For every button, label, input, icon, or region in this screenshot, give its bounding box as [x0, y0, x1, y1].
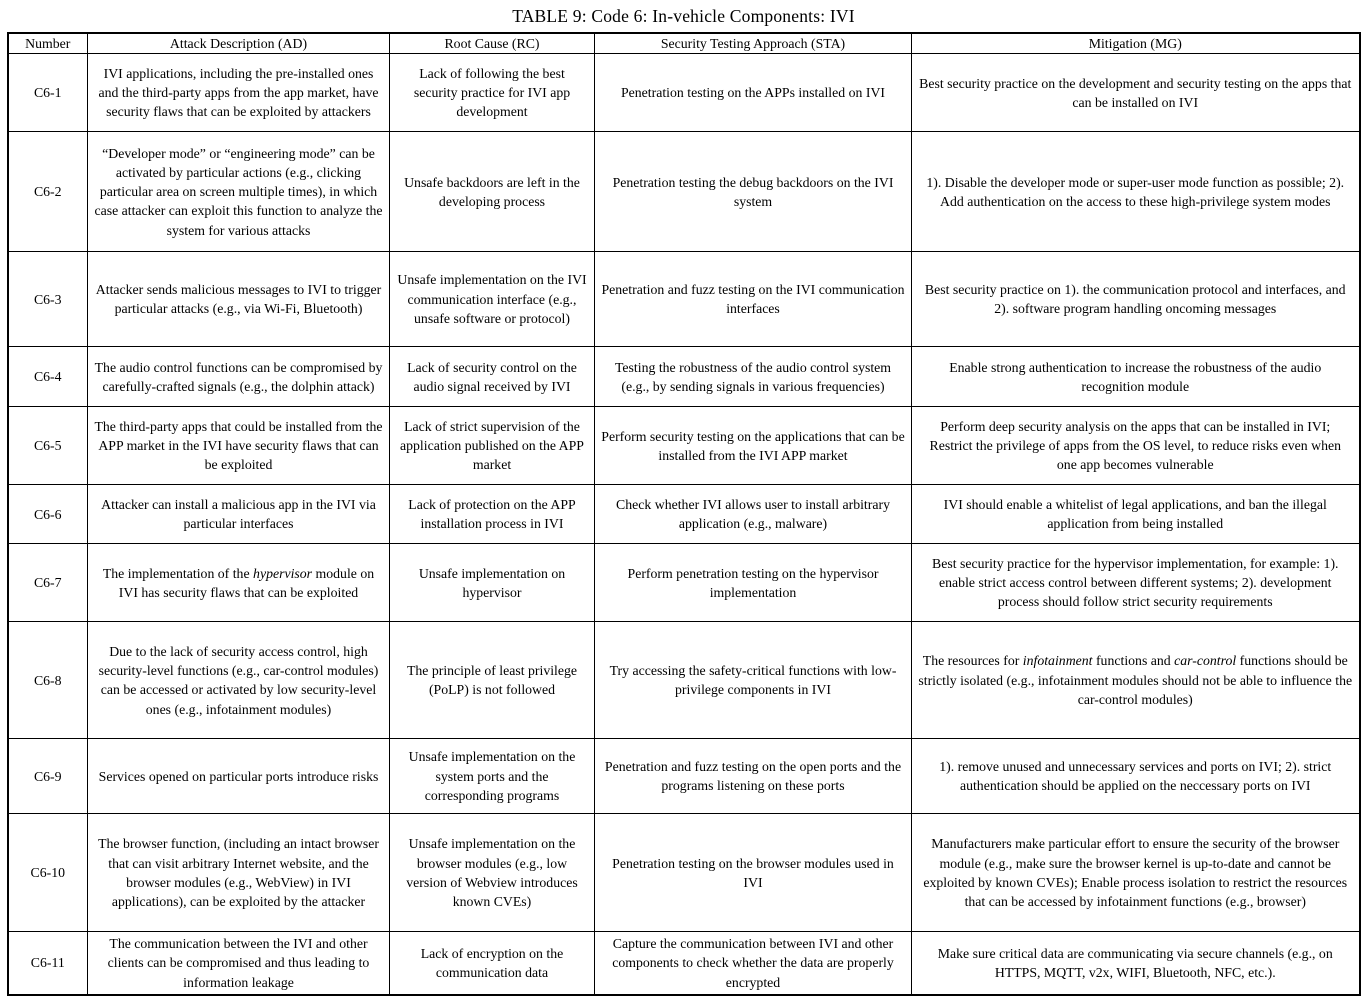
cell-mitigation: Best security practice on 1). the communication protocol and interfaces, and 2). software program handling oncoming messages	[912, 252, 1360, 347]
cell-security-testing-approach: Penetration testing on the browser modules used in IVI	[595, 814, 912, 932]
cell-root-cause: Lack of strict supervision of the application published on the APP market	[390, 407, 595, 485]
cell-root-cause: Lack of protection on the APP installation process in IVI	[390, 485, 595, 544]
cell-mitigation: IVI should enable a whitelist of legal applications, and ban the illegal application from being installed	[912, 485, 1360, 544]
cell-mitigation: Best security practice for the hypervisor implementation, for example: 1). enable strict access control between different systems; 2). development process should follow strict security requirements	[912, 544, 1360, 622]
cell-attack-description: The browser function, (including an intact browser that can visit arbitrary Internet website, and the browser modules (e.g., WebView) in IVI applications), can be exploited by the attacker	[88, 814, 390, 932]
cell-attack-description: IVI applications, including the pre-installed ones and the third-party apps from the app market, have security flaws that can be exploited by attackers	[88, 54, 390, 132]
cell-attack-description: The implementation of the hypervisor module on IVI has security flaws that can be exploited	[88, 544, 390, 622]
cell-attack-description: The third-party apps that could be installed from the APP market in the IVI have security flaws that can be exploited	[88, 407, 390, 485]
cell-security-testing-approach: Perform penetration testing on the hypervisor implementation	[595, 544, 912, 622]
cell-security-testing-approach: Capture the communication between IVI and other components to check whether the data are properly encrypted	[595, 932, 912, 995]
column-header-mitigation: Mitigation (MG)	[912, 33, 1360, 54]
cell-security-testing-approach: Penetration and fuzz testing on the open ports and the programs listening on these ports	[595, 739, 912, 814]
cell-mitigation: Enable strong authentication to increase the robustness of the audio recognition module	[912, 347, 1360, 407]
cell-mitigation: The resources for infotainment functions and car-control functions should be strictly isolated (e.g., infotainment modules should not be able to influence the car-control modules)	[912, 622, 1360, 739]
table-row	[8, 347, 1360, 407]
cell-number: C6-3	[8, 252, 88, 347]
column-header-security-testing-approach: Security Testing Approach (STA)	[595, 33, 912, 54]
cell-number: C6-4	[8, 347, 88, 407]
column-header-number: Number	[8, 33, 88, 54]
cell-mitigation: Perform deep security analysis on the apps that can be installed in IVI; Restrict the privilege of apps from the OS level, to reduce risks even when one app becomes vulnerable	[912, 407, 1360, 485]
cell-attack-description: Attacker can install a malicious app in the IVI via particular interfaces	[88, 485, 390, 544]
cell-mitigation: Make sure critical data are communicating via secure channels (e.g., on HTTPS, MQTT, v2x, WIFI, Bluetooth, NFC, etc.).	[912, 932, 1360, 995]
cell-root-cause: Unsafe implementation on the system ports and the corresponding programs	[390, 739, 595, 814]
cell-mitigation: 1). remove unused and unnecessary services and ports on IVI; 2). strict authentication should be applied on the neccessary ports on IVI	[912, 739, 1360, 814]
cell-attack-description: “Developer mode” or “engineering mode” can be activated by particular actions (e.g., clicking particular area on screen multiple times), in which case attacker can exploit this function to analyze the system for various attacks	[88, 132, 390, 252]
cell-number: C6-11	[8, 932, 88, 995]
table-row	[8, 407, 1360, 485]
cell-mitigation: Manufacturers make particular effort to ensure the security of the browser module (e.g., make sure the browser kernel is up-to-date and cannot be exploited by known CVEs); Enable process isolation to restrict the resources that can be accessed by infotainment functions (e.g., browser)	[912, 814, 1360, 932]
cell-number: C6-2	[8, 132, 88, 252]
cell-number: C6-10	[8, 814, 88, 932]
cell-root-cause: Unsafe implementation on hypervisor	[390, 544, 595, 622]
cell-attack-description: Services opened on particular ports introduce risks	[88, 739, 390, 814]
table-row	[8, 814, 1360, 932]
cell-number: C6-1	[8, 54, 88, 132]
ivi-components-table	[7, 32, 1361, 996]
header-row	[8, 33, 1360, 54]
cell-number: C6-6	[8, 485, 88, 544]
table-row	[8, 54, 1360, 132]
table-row	[8, 739, 1360, 814]
table-row	[8, 252, 1360, 347]
column-header-attack-description: Attack Description (AD)	[88, 33, 390, 54]
cell-security-testing-approach: Testing the robustness of the audio control system (e.g., by sending signals in various frequencies)	[595, 347, 912, 407]
cell-security-testing-approach: Penetration and fuzz testing on the IVI communication interfaces	[595, 252, 912, 347]
table-title: TABLE 9: Code 6: In-vehicle Components: IVI	[512, 6, 855, 26]
cell-root-cause: Lack of encryption on the communication data	[390, 932, 595, 995]
cell-security-testing-approach: Check whether IVI allows user to install arbitrary application (e.g., malware)	[595, 485, 912, 544]
cell-security-testing-approach: Perform security testing on the applications that can be installed from the IVI APP market	[595, 407, 912, 485]
table-row	[8, 622, 1360, 739]
table-row	[8, 932, 1360, 995]
table-row	[8, 544, 1360, 622]
cell-root-cause: Unsafe implementation on the browser modules (e.g., low version of Webview introduces known CVEs)	[390, 814, 595, 932]
cell-root-cause: Unsafe backdoors are left in the developing process	[390, 132, 595, 252]
cell-root-cause: Lack of following the best security practice for IVI app development	[390, 54, 595, 132]
cell-mitigation: Best security practice on the development and security testing on the apps that can be installed on IVI	[912, 54, 1360, 132]
cell-attack-description: Due to the lack of security access control, high security-level functions (e.g., car-control modules) can be accessed or activated by low security-level ones (e.g., infotainment modules)	[88, 622, 390, 739]
cell-number: C6-7	[8, 544, 88, 622]
table-body	[8, 54, 1360, 995]
column-header-root-cause: Root Cause (RC)	[390, 33, 595, 54]
cell-root-cause: Unsafe implementation on the IVI communication interface (e.g., unsafe software or protocol)	[390, 252, 595, 347]
cell-root-cause: Lack of security control on the audio signal received by IVI	[390, 347, 595, 407]
cell-attack-description: The audio control functions can be compromised by carefully-crafted signals (e.g., the dolphin attack)	[88, 347, 390, 407]
cell-security-testing-approach: Try accessing the safety-critical functions with low-privilege components in IVI	[595, 622, 912, 739]
cell-attack-description: Attacker sends malicious messages to IVI to trigger particular attacks (e.g., via Wi-Fi, Bluetooth)	[88, 252, 390, 347]
table-row	[8, 132, 1360, 252]
cell-number: C6-8	[8, 622, 88, 739]
cell-security-testing-approach: Penetration testing the debug backdoors on the IVI system	[595, 132, 912, 252]
cell-root-cause: The principle of least privilege (PoLP) is not followed	[390, 622, 595, 739]
cell-number: C6-9	[8, 739, 88, 814]
table-row	[8, 485, 1360, 544]
cell-security-testing-approach: Penetration testing on the APPs installed on IVI	[595, 54, 912, 132]
cell-number: C6-5	[8, 407, 88, 485]
cell-attack-description: The communication between the IVI and other clients can be compromised and thus leading to information leakage	[88, 932, 390, 995]
cell-mitigation: 1). Disable the developer mode or super-user mode function as possible; 2). Add authentication on the access to these high-privilege system modes	[912, 132, 1360, 252]
